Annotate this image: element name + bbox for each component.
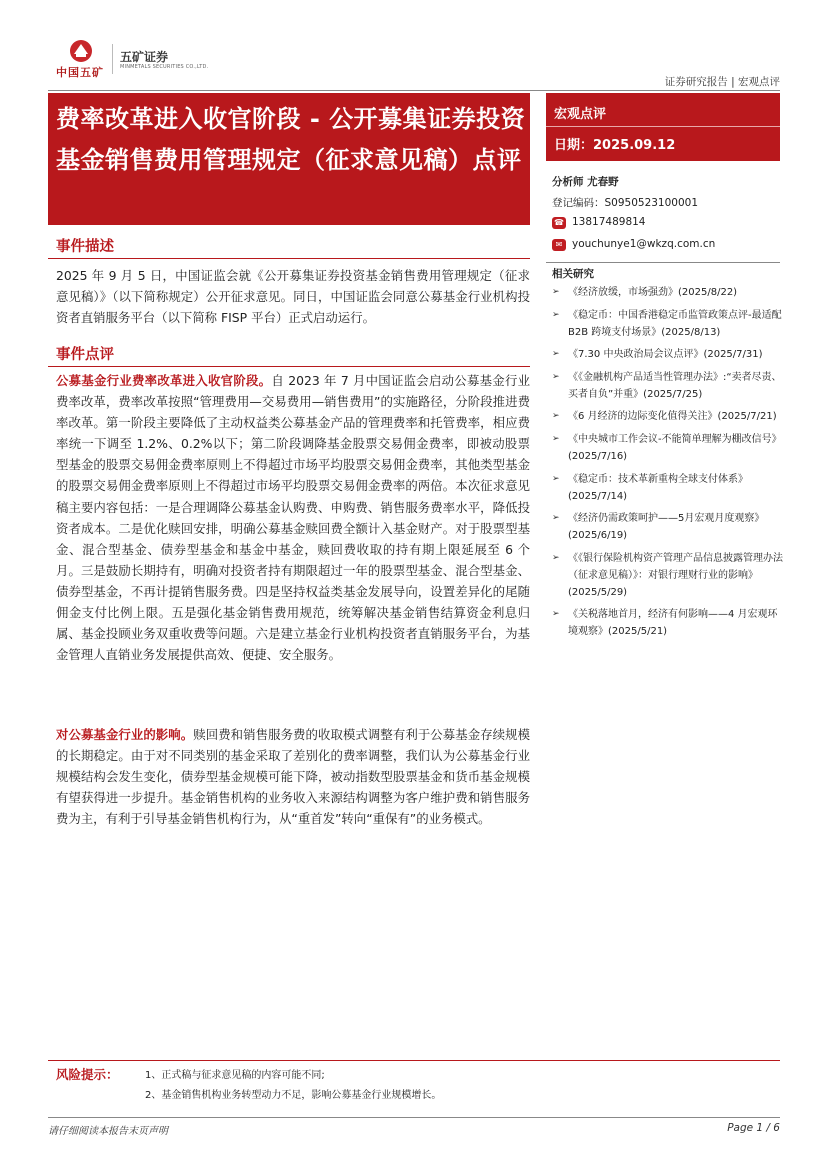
- section-divider: [48, 366, 530, 367]
- brand-name: 五矿证券: [120, 50, 169, 64]
- brand-name-en: MINMETALS SECURITIES CO.,LTD.: [120, 64, 209, 70]
- paragraph-fee-reform: [56, 370, 530, 665]
- analyst-name: 分析师 尤春野: [552, 176, 619, 188]
- report-category: 宏观点评: [554, 107, 607, 122]
- paragraph-event: 2025 年 9 月 5 日，中国证监会就《公开募集证券投资基金销售费用管理规定（征求意见稿）》（以下简称规定）公开征求意见。同日，中国证监会同意公募基金行业机构投资者直销服务平台（以下简称 FISP 平台）正式启动运行。: [56, 268, 530, 326]
- related-item[interactable]: ➢ 《经济放缓，市场强劲》(2025/8/22): [552, 284, 784, 301]
- related-item[interactable]: ➢ 《稳定币：技术革新重构全球支付体系》(2025/7/14): [552, 471, 784, 505]
- arrow-icon: ➢: [552, 309, 560, 320]
- related-list: [552, 284, 784, 646]
- section-event-description: 事件描述: [56, 239, 114, 255]
- side-divider: [546, 262, 780, 263]
- logo-company: 中国五矿: [56, 66, 104, 79]
- email-icon: ✉: [552, 239, 566, 251]
- paragraph-lead: 对公募基金行业的影响。: [56, 727, 194, 742]
- arrow-icon: ➢: [552, 411, 560, 422]
- logo-icon: [68, 38, 94, 64]
- report-date: [554, 134, 675, 153]
- risk-title: 风险提示：: [56, 1067, 119, 1082]
- side-header: [546, 93, 780, 161]
- header-divider: [48, 90, 780, 91]
- title-banner: [48, 93, 530, 225]
- analyst-phone: 13817489814: [572, 216, 646, 228]
- date-label: 日期：: [554, 138, 594, 153]
- risk-divider: [48, 1060, 780, 1061]
- footer-disclaimer: 请仔细阅读本报告末页声明: [48, 1126, 168, 1137]
- risk-item: 2、基金销售机构业务转型动力不足，影响公募基金行业规模增长。: [145, 1090, 442, 1101]
- arrow-icon: ➢: [552, 433, 560, 444]
- related-item[interactable]: ➢ 《7.30 中央政治局会议点评》(2025/7/31): [552, 346, 784, 363]
- related-title: 相关研究: [552, 268, 594, 280]
- report-title: 费率改革进入收官阶段 - 公开募集证券投资基金销售费用管理规定（征求意见稿）点评: [56, 105, 526, 174]
- related-item[interactable]: ➢ 《《金融机构产品适当性管理办法》:“卖者尽责、买者自负”并重》(2025/7/25): [552, 369, 784, 403]
- section-divider: [48, 258, 530, 259]
- arrow-icon: ➢: [552, 349, 560, 360]
- related-item[interactable]: ➢ 《稳定币：中国香港稳定币监管政策点评-最适配 B2B 跨境支付场景》(2025/8/13): [552, 307, 784, 341]
- analyst-reg: 登记编码：S0950523100001: [552, 197, 699, 209]
- section-event-review: 事件点评: [56, 347, 114, 363]
- related-item[interactable]: ➢ 《《银行保险机构资产管理产品信息披露管理办法（征求意见稿）》：对银行理财行业的影响》(2025/5/29): [552, 550, 784, 601]
- related-item[interactable]: ➢ 《关税落地首月，经济有何影响——4 月宏观环境观察》(2025/5/21): [552, 606, 784, 640]
- report-type: 证券研究报告 | 宏观点评: [664, 76, 780, 88]
- date-value: 2025.09.12: [593, 138, 676, 153]
- logo-divider: [112, 44, 113, 74]
- paragraph-impact: [56, 724, 530, 829]
- paragraph-text: 赎回费和销售服务费的收取模式调整有利于公募基金存续规模的长期稳定。由于对不同类别的基金采取了差别化的费率调整，我们认为公募基金行业规模结构会发生变化，债券型基金规模可能下降，被动指数型股票基金和货币基金规模有望获得进一步提升。基金销售机构的业务收入来源结构调整为客户维护费和销售服务费为主，有利于引导基金销售机构行为，从“重首发”转向“重保有”的业务模式。: [56, 727, 531, 827]
- related-item[interactable]: ➢ 《6 月经济的边际变化值得关注》(2025/7/21): [552, 408, 784, 425]
- footer-divider: [48, 1117, 780, 1118]
- paragraph-text: 自 2023 年 7 月中国证监会启动公募基金行业费率改革，费率改革按照“管理费用—交易费用—销售费用”的实施路径，分阶段推进费率改革。第一阶段主要降低了主动权益类公募基金产品的管理费率和托管费率，相应费率统一下调至 1.2%、0.2%以下；第二阶段调降基金股票交易佣金费率，即被动股票型基金的股票交易佣金费率原则上不得超过市场平均股票交易佣金费率，其他类型基金的股票交易佣金费率原则上不得超过市场平均股票交易佣金费率的两倍。本次征求意见稿主要内容包括：一是合理调降公募基金认购费、申购费、销售服务费率水平，降低投资者成本。二是优化赎回安排，明确公募基金赎回费全额计入基金财产。对于股票型基金、混合型基金、债券型基金和基金中基金，赎回费收取的持有期上限延展至 6 个月。三是鼓励长期持有，明确对投资者持有期限超过一年的股票型基金、混合型基金、债券型基金，不再计提销售服务费。四是坚持权益类基金发展导向，设置差异化的尾随佣金支付比例上限。五是强化基金销售费用规范，统筹解决基金销售结算资金利息归属、基金投顾业务双重收费等问题。六是建立基金行业机构投资者直销服务平台，为基金管理人直销业务发展提供高效、便捷、安全服务。: [56, 373, 531, 663]
- arrow-icon: ➢: [552, 473, 560, 484]
- arrow-icon: ➢: [552, 609, 560, 620]
- phone-icon: ☎: [552, 217, 566, 229]
- paragraph-lead: 公募基金行业费率改革进入收官阶段。: [56, 373, 272, 388]
- arrow-icon: ➢: [552, 513, 560, 524]
- arrow-icon: ➢: [552, 552, 560, 563]
- arrow-icon: ➢: [552, 287, 560, 297]
- related-item[interactable]: ➢ 《中央城市工作会议-不能简单理解为棚改信号》(2025/7/16): [552, 431, 784, 465]
- side-header-divider: [546, 126, 780, 127]
- arrow-icon: ➢: [552, 371, 560, 382]
- analyst-email[interactable]: youchunye1@wkzq.com.cn: [572, 238, 716, 250]
- risk-item: 1、正式稿与征求意见稿的内容可能不同;: [145, 1070, 325, 1081]
- page-number: Page 1 / 6: [727, 1122, 780, 1134]
- related-item[interactable]: ➢ 《经济仍需政策呵护——5月宏观月度观察》(2025/6/19): [552, 510, 784, 544]
